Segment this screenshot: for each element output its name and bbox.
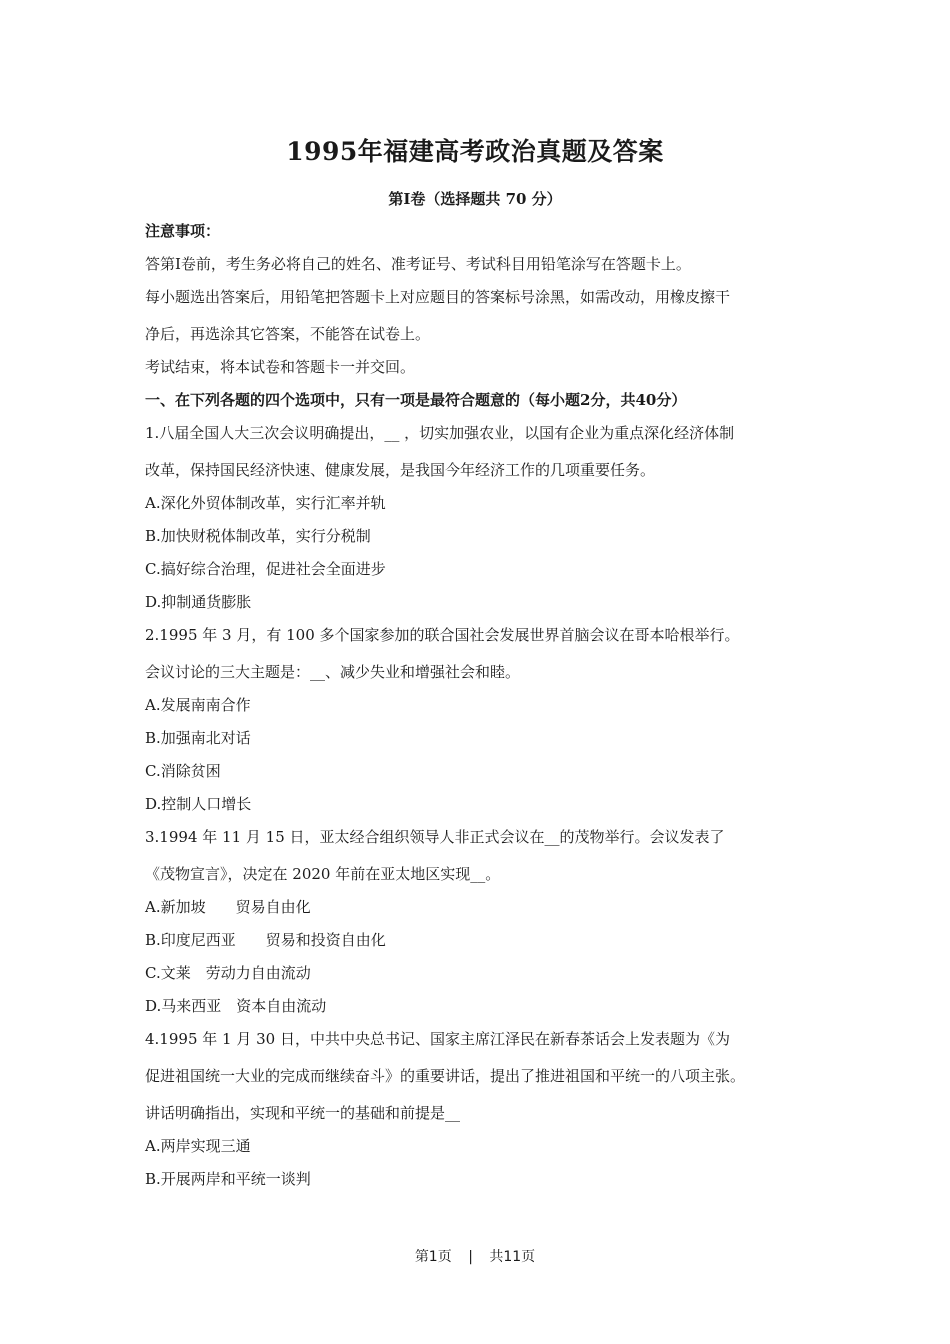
question-stem: 会议讨论的三大主题是：__、减少失业和增强社会和睦。 <box>145 663 521 681</box>
question-stem: 3.1994 年 11 月 15 日，亚太经合组织领导人非正式会议在__的茂物举行。会议发表了 <box>145 828 725 846</box>
option-line: A.新加坡 贸易自由化 <box>145 898 311 916</box>
option-line: B.加快财税体制改革，实行分税制 <box>145 527 371 545</box>
question-stem: 促进祖国统一大业的完成而继续奋斗》的重要讲话，提出了推进祖国和平统一的八项主张。 <box>145 1067 746 1085</box>
question-stem: 《茂物宣言》，决定在 2020 年前在亚太地区实现__。 <box>145 865 501 883</box>
option-line: A.两岸实现三通 <box>145 1137 251 1155</box>
part-heading: 一、在下列各题的四个选项中，只有一项是最符合题意的（每小题2分，共40分） <box>145 391 687 409</box>
document-title: 1995年福建高考政治真题及答案 <box>286 137 664 166</box>
notice-line: 答第Ⅰ卷前，考生务必将自己的姓名、准考证号、考试科目用铅笔涂写在答题卡上。 <box>145 255 691 273</box>
notice-heading: 注意事项： <box>145 222 221 240</box>
option-line: C.消除贫困 <box>145 762 221 780</box>
option-line: C.文莱 劳动力自由流动 <box>145 964 311 982</box>
footer-separator: | <box>468 1249 473 1265</box>
option-line: A.深化外贸体制改革，实行汇率并轨 <box>145 494 386 512</box>
question-stem: 讲话明确指出，实现和平统一的基础和前提是__ <box>145 1104 461 1122</box>
document-body <box>145 220 810 1190</box>
option-line: D.马来西亚 资本自由流动 <box>145 997 327 1015</box>
option-line: D.控制人口增长 <box>145 795 252 813</box>
question-stem: 1.八届全国人大三次会议明确提出，__ ，切实加强农业，以国有企业为重点深化经济体制 <box>145 424 735 442</box>
option-line: B.加强南北对话 <box>145 729 251 747</box>
notice-line: 考试结束，将本试卷和答题卡一并交回。 <box>145 358 416 376</box>
page-number: 第1页 <box>414 1249 452 1265</box>
question-stem: 4.1995 年 1 月 30 日，中共中央总书记、国家主席江泽民在新春茶话会上发表题为《为 <box>145 1030 730 1048</box>
option-line: B.印度尼西亚 贸易和投资自由化 <box>145 931 386 949</box>
question-stem: 2.1995 年 3 月，有 100 多个国家参加的联合国社会发展世界首脑会议在哥本哈根举行。 <box>145 626 740 644</box>
section-title: 第Ⅰ卷（选择题共 70 分） <box>388 190 562 208</box>
notice-line: 净后，再选涂其它答案，不能答在试卷上。 <box>145 325 431 343</box>
option-line: C.搞好综合治理，促进社会全面进步 <box>145 560 386 578</box>
page-total: 共11页 <box>489 1249 536 1265</box>
question-stem: 改革，保持国民经济快速、健康发展，是我国今年经济工作的几项重要任务。 <box>145 461 656 479</box>
notice-line: 每小题选出答案后，用铅笔把答题卡上对应题目的答案标号涂黑，如需改动，用橡皮擦干 <box>145 288 731 306</box>
option-line: D.抑制通货膨胀 <box>145 593 252 611</box>
page-footer <box>0 1246 950 1266</box>
option-line: B.开展两岸和平统一谈判 <box>145 1170 311 1188</box>
option-line: A.发展南南合作 <box>145 696 251 714</box>
